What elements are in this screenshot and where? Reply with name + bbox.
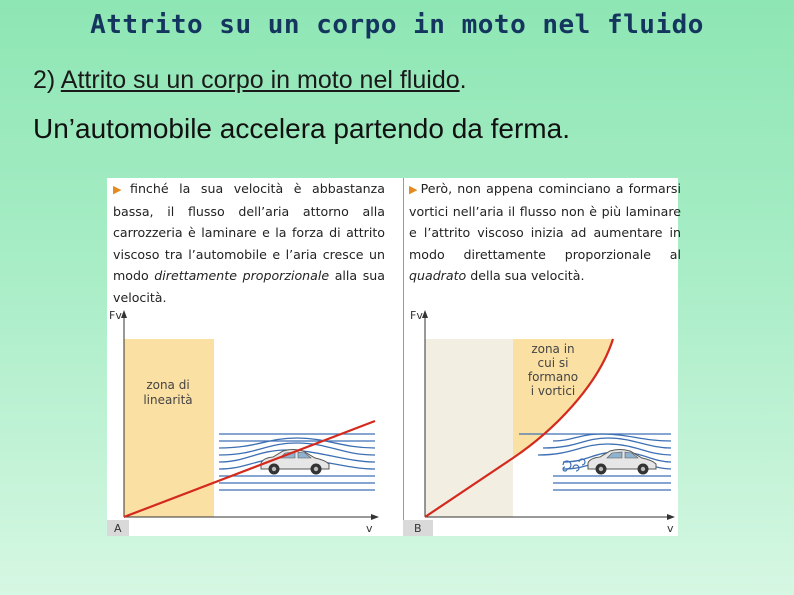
- subtitle-line: [33, 66, 467, 95]
- panel-b-zone-label-2: cui si: [537, 356, 569, 370]
- panel-b: [403, 178, 687, 536]
- panel-b-zone-label-4: i vortici: [530, 384, 576, 398]
- panel-a-x-arrow: [371, 514, 379, 520]
- panel-a-zone-label-1: zona di: [146, 378, 190, 392]
- subtitle-link[interactable]: Attrito su un corpo in moto nel fluido: [60, 66, 460, 94]
- panel-a-y-label: Fv: [109, 309, 122, 322]
- panel-a-x-label: v: [366, 522, 373, 535]
- triangle-marker-icon: ▶: [113, 183, 129, 196]
- panel-b-x-label: v: [667, 522, 674, 535]
- panel-b-zone-label-3: formano: [527, 370, 579, 384]
- panel-a-y-arrow: [121, 310, 127, 318]
- panel-a-zone-label-2: linearità: [143, 393, 193, 407]
- body-text: Un’automobile accelera partendo da ferma.: [33, 113, 570, 144]
- panel-a-caption-text: finché la sua velocità è abbastanza bassa, il flusso dell’aria attorno alla carrozzeria è laminare e la forza di attrito viscoso tra l’automobile e l’aria cresce un modo: [113, 181, 385, 284]
- panel-b-caption-end: della sua velocità.: [466, 268, 585, 284]
- panel-a-zone: [124, 339, 214, 517]
- panel-b-caption-text: Però, non appena cominciano a formarsi vortici nell’aria il flusso non è più laminare e l’attrito viscoso inizia ad aumentare in modo direttamente proporzionale al: [409, 181, 681, 262]
- panel-b-tag: B: [414, 522, 422, 535]
- panel-b-caption-emphasis: quadrato: [409, 268, 467, 284]
- panel-b-y-label: Fv: [410, 309, 423, 322]
- panel-b-zone-label-1: zona in: [531, 342, 575, 356]
- panel-a-caption-end: alla sua velocità.: [113, 268, 385, 305]
- panel-a-caption: [113, 178, 385, 309]
- panel-b-y-arrow: [422, 310, 428, 318]
- panel-a-tag: A: [114, 522, 122, 535]
- triangle-marker-icon: ▶: [409, 183, 419, 196]
- subtitle-period: .: [459, 66, 467, 94]
- panel-a: [107, 178, 391, 536]
- panel-b-linear-zone: [425, 339, 513, 517]
- panel-a-caption-emphasis: direttamente proporzionale: [154, 268, 330, 284]
- panel-b-caption: [409, 178, 681, 287]
- textbook-figure: [107, 178, 681, 536]
- car-icon: [588, 450, 656, 475]
- panel-b-x-arrow: [667, 514, 675, 520]
- subtitle-number: 2): [33, 66, 61, 94]
- panel-a-chart: [107, 306, 391, 536]
- panel-b-chart: [403, 306, 687, 536]
- slide-title: Attrito su un corpo in moto nel fluido: [90, 10, 704, 40]
